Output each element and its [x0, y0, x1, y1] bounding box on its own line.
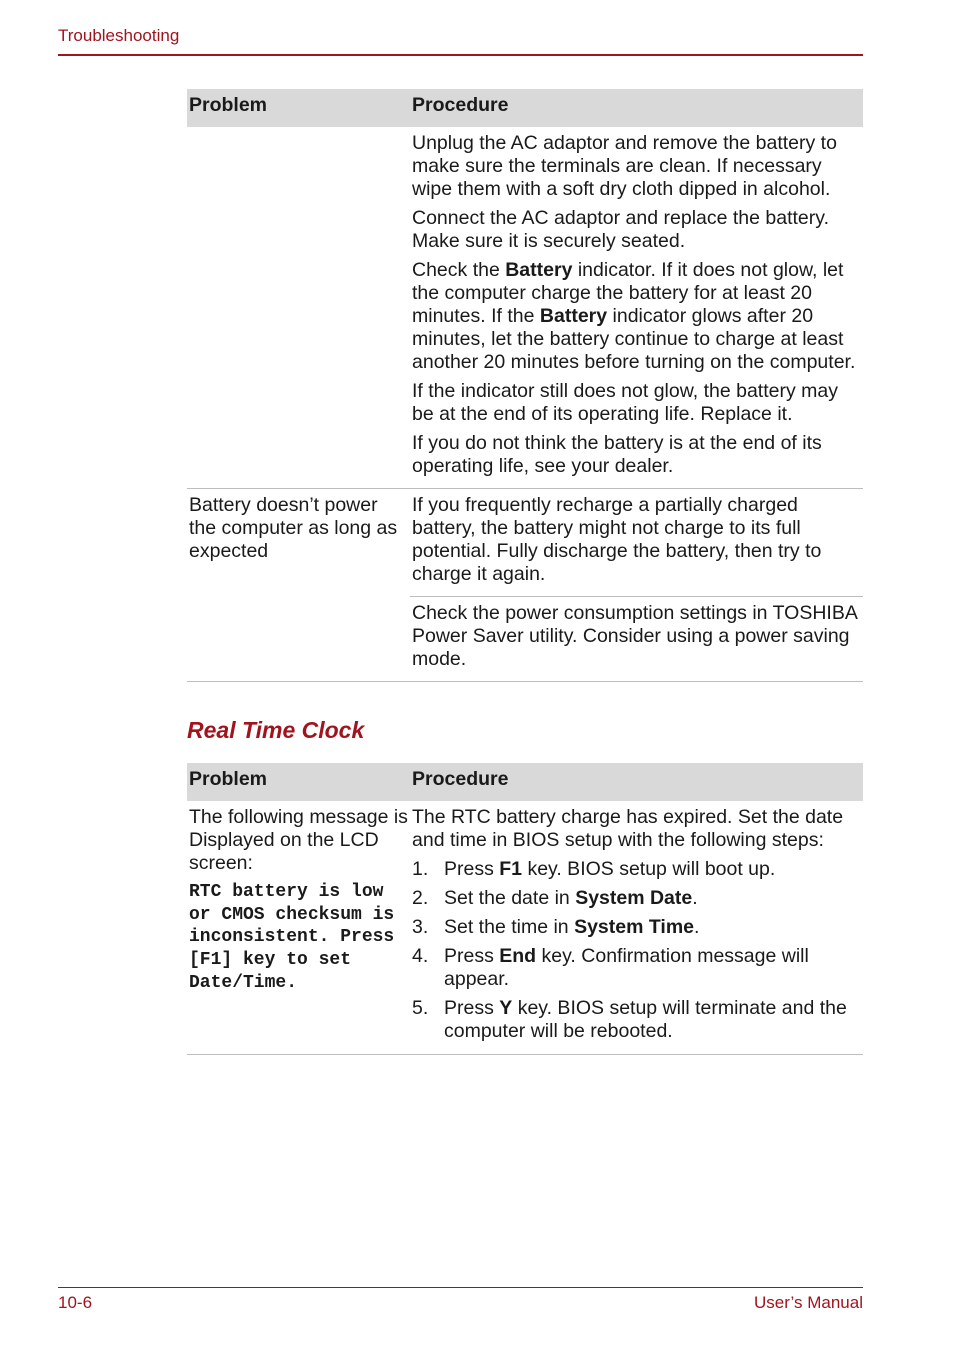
rtc-troubleshooting-table	[187, 763, 863, 1055]
table-header-row	[187, 763, 863, 801]
problem-description: The following message is Displayed on the LCD screen:	[189, 806, 408, 874]
battery-troubleshooting-table	[187, 89, 863, 682]
table-row	[187, 801, 863, 1055]
column-header-procedure: Procedure	[410, 763, 863, 801]
procedure-paragraph: Check the Battery indicator. If it does not glow, let the computer charge the battery for at least 20 minutes. If the Battery indicator glows after 20 minutes, let the battery continue to charge at least another 20 minutes before turning on the computer.	[412, 259, 856, 373]
page-footer	[58, 1287, 863, 1312]
procedure-paragraph: If you do not think the battery is at the end of its operating life, see your dealer.	[412, 432, 822, 477]
procedure-paragraph: Unplug the AC adaptor and remove the battery to make sure the terminals are clean. If necessary wipe them with a soft dry cloth dipped in alcohol.	[412, 132, 837, 200]
procedure-intro: The RTC battery charge has expired. Set the date and time in BIOS setup with the following steps:	[412, 806, 844, 851]
list-item: 4. Press End key. Confirmation message will appear.	[412, 945, 809, 990]
column-header-procedure: Procedure	[410, 89, 863, 127]
procedure-cell	[410, 801, 863, 1055]
procedure-paragraph: Connect the AC adaptor and replace the battery. Make sure it is securely seated.	[412, 207, 829, 252]
problem-cell: Battery doesn’t power the computer as long as expected	[187, 489, 410, 682]
key-name: Y	[499, 997, 513, 1019]
procedure-cell	[410, 127, 863, 489]
page-header	[58, 26, 863, 56]
list-item: 5. Press Y key. BIOS setup will terminate and the computer will be rebooted.	[412, 997, 847, 1042]
key-name: End	[499, 945, 537, 967]
procedure-cell	[410, 597, 863, 682]
procedure-cell	[410, 489, 863, 597]
manual-name: User’s Manual	[754, 1293, 863, 1312]
table-header-row	[187, 89, 863, 127]
procedure-paragraph: If the indicator still does not glow, the battery may be at the end of its operating life. Replace it.	[412, 380, 838, 425]
column-header-problem: Problem	[187, 89, 410, 127]
error-message: RTC battery is low or CMOS checksum is inconsistent. Press [F1] key to set Date/Time.	[189, 882, 395, 993]
menu-term: System Date	[575, 887, 693, 909]
procedure-paragraph: Check the power consumption settings in TOSHIBA Power Saver utility. Consider using a power saving mode.	[412, 602, 857, 670]
key-name: F1	[499, 858, 523, 880]
list-item: 1. Press F1 key. BIOS setup will boot up.	[412, 858, 776, 880]
battery-indicator-term: Battery	[539, 305, 608, 327]
procedure-paragraph: If you frequently recharge a partially charged battery, the battery might not charge to its full potential. Fully discharge the battery, then try to charge it again.	[412, 494, 822, 585]
problem-cell	[187, 127, 410, 489]
list-item: 2. Set the date in System Date.	[412, 887, 698, 909]
column-header-problem: Problem	[187, 763, 410, 801]
header-section-name: Troubleshooting	[58, 26, 180, 45]
battery-indicator-term: Battery	[505, 259, 573, 281]
table-row	[187, 489, 863, 597]
section-heading: Real Time Clock	[187, 717, 365, 743]
procedure-steps	[412, 858, 861, 1043]
problem-cell	[187, 801, 410, 1055]
page-number: 10-6	[58, 1293, 93, 1312]
menu-term: System Time	[574, 916, 695, 938]
table-row	[187, 127, 863, 489]
list-item: 3. Set the time in System Time.	[412, 916, 700, 938]
